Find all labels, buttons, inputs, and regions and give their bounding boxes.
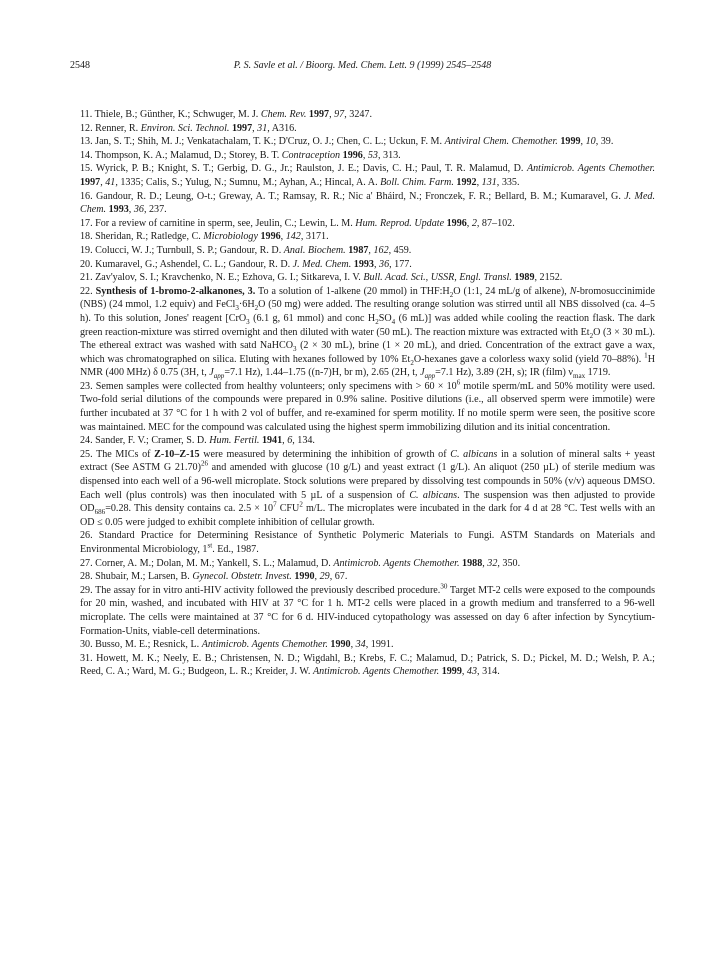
reference-entry — [80, 380, 655, 434]
reference-text: . Ed., 1987. — [212, 544, 259, 555]
reference-text: Hum. Reprod. Update — [355, 217, 445, 229]
reference-text: 2 — [449, 290, 454, 299]
reference-text: 97 — [334, 109, 345, 120]
reference-text: , — [350, 639, 356, 651]
reference-text: , 177. — [389, 258, 412, 270]
reference-text: 17. For a review of carnitine in sperm, see, Jeulin, C.; Lewin, L. M. — [80, 217, 356, 229]
reference-text: app — [213, 372, 225, 381]
reference-text: SO — [378, 312, 392, 324]
reference-text: 16. Gandour, R. D.; Leung, O-t.; Greway, A. T.; Ramsay, R. R.; Nic a' Bháird, N.; Fronczek, F. R.; Bellard, B. M.; Kumaravel, G. — [80, 190, 625, 202]
reference-text: H NMR (400 MHz) δ 0.75 (3H, t, — [80, 353, 655, 379]
reference-text: 24. Sander, F. V.; Cramer, S. D. — [80, 435, 210, 447]
reference-text: 13. Jan, S. T.; Shih, M. J.; Venkatachalam, T. K.; D'Cruz, O. J.; Chen, C. L.; Uckun, F. M. — [80, 136, 445, 148]
reference-entry — [80, 285, 655, 380]
reference-text: , 1991. — [365, 639, 394, 651]
reference-text: , — [373, 258, 380, 270]
reference-text: , 3171. — [300, 231, 329, 243]
reference-text: O (1:1, 24 mL/g of alkene), — [453, 285, 570, 297]
reference-text: 142 — [285, 231, 301, 243]
reference-text: , 314. — [477, 666, 500, 678]
reference-text: , — [362, 149, 368, 161]
reference-text: 32 — [487, 557, 498, 569]
reference-text: O (50 mg) were added. The resulting orange solution was stirred until all NBS dissolved (ca. 4–5 h). To this solution, Jones' reagent [CrO — [80, 299, 656, 324]
reference-text: , — [100, 176, 106, 188]
reference-entry — [80, 434, 655, 448]
reference-text: J. Med. Chem. — [292, 258, 352, 270]
reference-text: (6 mL)] was added while cooling the reaction flask. The dark green reaction-mixture was stirred overnight and then diluted with water (50 mL). The reaction mixture was extracted with Et — [80, 312, 655, 338]
reference-entry — [80, 217, 655, 231]
reference-text: 7 — [273, 500, 277, 509]
reference-text: , — [280, 231, 286, 243]
reference-text: , 2152. — [534, 272, 563, 284]
reference-text: , 1335; Calis, S.; Yulug, N.; Sumnu, M.; Ayhan, A.; Hincal, A. A. — [115, 176, 381, 188]
reference-text: =7.1 Hz), 1.44–1.75 ((n-7)H, br m), 2.65 (2H, t, — [224, 367, 421, 379]
reference-text: , — [466, 217, 472, 229]
reference-text: Bull. Acad. Sci., USSR, Engl. Transl. — [363, 272, 512, 284]
reference-entry — [80, 135, 655, 149]
reference-text: 1987 — [348, 244, 369, 256]
reference-text: O-hexanes gave a colorless waxy solid (yield 70–88%). — [413, 353, 645, 365]
reference-text: Antimicrob. Agents Chemother. — [333, 557, 460, 569]
reference-text: C. albicans — [450, 448, 498, 460]
reference-text: were measured by determining the inhibition of growth of — [199, 448, 451, 460]
reference-text: , 134. — [292, 435, 315, 447]
reference-text: 1990 — [294, 571, 315, 583]
reference-text: , — [461, 666, 467, 678]
reference-text: 1992 — [456, 176, 477, 188]
reference-entry — [80, 638, 655, 652]
reference-text: , — [252, 122, 258, 134]
reference-list — [80, 108, 655, 679]
reference-text: , 87–102. — [476, 217, 515, 229]
reference-text: . The suspension was then adjusted to provide OD — [80, 489, 656, 515]
reference-entry — [80, 652, 655, 679]
reference-text: 1 — [644, 351, 648, 360]
reference-text: 1997 — [80, 176, 101, 188]
reference-text: 1996 — [342, 149, 363, 161]
reference-text: 3 — [235, 304, 239, 313]
reference-text: , — [329, 109, 335, 120]
reference-text: 25. The MICs of — [80, 448, 155, 460]
reference-text: 36 — [133, 204, 144, 216]
reference-entry — [80, 230, 655, 244]
reference-text: 14. Thompson, K. A.; Malamud, D.; Storey, B. T. — [80, 149, 282, 161]
reference-entry — [80, 244, 655, 258]
reference-text: 6 — [456, 378, 461, 387]
reference-text: 36 — [379, 258, 390, 270]
reference-text: 12. Renner, R. — [80, 122, 141, 134]
reference-text: , 459. — [388, 244, 412, 256]
reference-text: 30. Busso, M. E.; Resnick, L. — [80, 639, 202, 651]
reference-text: and amended with glucose (10 g/L) and yeast extract (1 g/L). An aliquot (250 µL) of sterile medium was dispensed into each well of a 96-well microplate. Stock solutions were prepared by dissolving test compounds in 50% (v/v) aqueous DMSO. Each well (plus controls) was then inoculated with 5 µL of a suspension of — [80, 462, 655, 501]
reference-text: 1989 — [514, 272, 535, 284]
reference-text: 2 — [254, 304, 259, 313]
reference-text: , 350. — [497, 557, 521, 569]
reference-text: Antimicrob. Agents Chemother. — [201, 639, 328, 651]
reference-text: (2 × 30 mL), brine (1 × 20 mL), and dried. Concentration of the extract gave a wax, which was chromatographed on silica. Eluting with hexanes followed by 10% Et — [80, 340, 655, 365]
reference-text: 1993 — [108, 204, 129, 216]
reference-text: 19. Colucci, W. J.; Turnbull, S. P.; Gandour, R. D. — [80, 244, 284, 256]
reference-text: 23. Semen samples were collected from healthy volunteers; only specimens with > 60 × 10 — [80, 380, 457, 392]
reference-text: 4 — [391, 317, 396, 326]
reference-entry — [80, 190, 655, 217]
reference-text: , — [476, 176, 482, 188]
reference-text: Gynecol. Obstetr. Invest. — [192, 571, 292, 583]
reference-text: , 67. — [329, 571, 348, 583]
reference-entry — [80, 149, 655, 163]
reference-text: motile sperm/mL and 50% motility were used. Two-fold serial dilutions of the compounds were prepared in 0.9% saline. Positive dilutions (i.e., all observed sperm were immotile) were further incubated at 37 °C for 1 h with 2 vol of buffer, and re-examined for sperm motility. If no motile sperm were seen, the positive score was maintained. MEC for the compound was calculated using the highest sperm immobilizing dilution and its initial concentration. — [80, 380, 655, 433]
reference-text: =0.28. This density contains ca. 2.5 × 10 — [105, 503, 274, 515]
reference-text: , A316. — [267, 122, 297, 134]
reference-text: , — [368, 244, 374, 256]
reference-text: 31 — [257, 122, 268, 134]
reference-text: J. Med. Chem. — [80, 190, 655, 216]
reference-text: , — [282, 435, 288, 447]
reference-text: Antimicrob. Agents Chemother. — [312, 666, 440, 678]
reference-text: , — [128, 204, 134, 216]
reference-entry — [80, 584, 655, 638]
reference-text: 21. Zav'yalov, S. I.; Kravchenko, N. E.; Ezhova, G. I.; Sitkareva, I. V. — [80, 272, 364, 284]
reference-text: 20. Kumaravel, G.; Ashendel, C. L.; Gandour, R. D. — [80, 258, 293, 270]
reference-text: , 39. — [595, 136, 614, 148]
reference-text: 2 — [299, 500, 303, 509]
reference-text: Target MT-2 cells were exposed to the compounds for 20 min, washed, and incubated with HIV at 37 °C for 1 h. MT-2 cells were placed in a growth medium and transferred to a 96-well microplate. The cells were maintained at 37 °C for 6 d. HIV-induced cytopathology was assessed on day 6 after infection by Syncytium-Formation-Units, viable-cell determinations. — [80, 584, 655, 637]
reference-text: Antimicrob. Agents Chemother. — [526, 163, 655, 175]
journal-citation: P. S. Savle et al. / Bioorg. Med. Chem. Lett. 9 (1999) 2545–2548 — [233, 60, 492, 71]
reference-text: =7.1 Hz), 3.89 (2H, s); IR (film) ν — [435, 367, 573, 379]
reference-text: Synthesis of 1-bromo-2-alkanones, 3. — [95, 285, 256, 297]
reference-text: 131 — [481, 176, 497, 188]
reference-entry — [80, 258, 655, 272]
reference-text: Boll. Chim. Farm. — [380, 176, 454, 188]
reference-text: 1999 — [441, 666, 462, 678]
reference-text: 27. Corner, A. M.; Dolan, M. M.; Yankell, S. L.; Malamud, D. — [80, 557, 334, 569]
reference-text: 11. Thiele, B.; Günther, K.; Schwuger, M. J. — [80, 109, 261, 120]
reference-text: 162 — [373, 244, 389, 256]
reference-text: ·6H — [238, 299, 255, 311]
reference-text: app — [424, 372, 436, 381]
reference-entry — [80, 570, 655, 584]
reference-text: Microbiology — [203, 231, 258, 243]
reference-text: 1988 — [462, 557, 483, 569]
reference-text: 1996 — [260, 231, 281, 243]
running-head — [70, 60, 655, 76]
reference-text: Chem. Rev. — [260, 109, 307, 120]
reference-text: 1990 — [330, 639, 351, 651]
reference-text: 29 — [319, 571, 330, 583]
reference-text: (6.1 g, 61 mmol) and conc H — [249, 312, 376, 324]
reference-text: N — [569, 285, 577, 297]
reference-text: Z-10–Z-15 — [154, 448, 200, 460]
reference-text: J — [209, 367, 214, 379]
reference-text: 2 — [375, 317, 379, 326]
reference-text: , — [580, 136, 586, 148]
reference-text: O (3 × 30 mL). The ethereal extract was washed with satd NaHCO — [80, 326, 655, 352]
reference-text: 1941 — [261, 435, 283, 447]
reference-text: 43 — [466, 666, 478, 678]
reference-text: 3 — [293, 345, 297, 354]
reference-text: 26. Standard Practice for Determining Resistance of Synthetic Polymeric Materials to Fungi. ASTM Standards on Materials and Environmental Microbiology, 1 — [80, 530, 655, 555]
reference-text: 53 — [367, 149, 378, 161]
reference-entry — [80, 448, 655, 530]
reference-entry — [80, 162, 655, 189]
reference-text: CFU — [276, 503, 300, 515]
reference-text: , 3247. — [344, 109, 372, 120]
reference-entry — [80, 557, 655, 571]
reference-text: 2 — [410, 358, 414, 367]
reference-text: 26 — [200, 460, 208, 469]
reference-text: Anal. Biochem. — [283, 244, 346, 256]
reference-text: Antiviral Chem. Chemother. — [444, 136, 558, 148]
reference-text: 2 — [589, 331, 594, 340]
reference-text: , — [314, 571, 320, 583]
reference-text: C. albicans — [409, 489, 458, 501]
reference-text: st — [207, 541, 213, 550]
reference-text: 1997 — [231, 122, 253, 134]
reference-entry — [80, 122, 655, 136]
reference-text: 2 — [471, 217, 477, 229]
reference-text: , 313. — [377, 149, 401, 161]
reference-text: 30 — [440, 582, 448, 591]
reference-text: 10 — [585, 136, 596, 148]
reference-text: To a solution of 1-alkene (20 mmol) in THF:H — [255, 285, 450, 297]
reference-text: 22. — [80, 285, 96, 297]
reference-text: 1996 — [446, 217, 467, 229]
reference-text: 1997 — [308, 109, 330, 120]
reference-text: 15. Wyrick, P. B.; Knight, S. T.; Gerbig, D. G., Jr.; Raulston, J. E.; Davis, C. H.; Paul, T. R. Malamud, D. — [80, 163, 527, 175]
reference-text: 3 — [246, 317, 250, 326]
reference-text: 1999 — [560, 136, 581, 148]
reference-text: -bromosuccinimide (NBS) (24 mmol, 1.2 equiv) and FeCl — [80, 285, 656, 311]
reference-text: 34 — [355, 639, 366, 651]
reference-text: Contraception — [281, 149, 341, 161]
reference-text: , — [482, 557, 488, 569]
reference-text: 28. Shubair, M.; Larsen, B. — [80, 571, 193, 583]
reference-text: 29. The assay for in vitro anti-HIV activity followed the previously described procedure. — [80, 584, 441, 596]
reference-text: 6 — [287, 435, 293, 447]
reference-text: 1719. — [585, 367, 611, 379]
reference-entry — [80, 529, 655, 556]
reference-text: Environ. Sci. Technol. — [140, 122, 230, 134]
reference-text: in a solution of mineral salts + yeast extract (See ASTM G 21.70) — [80, 448, 656, 474]
reference-text: 18. Sheridan, R.; Ratledge, C. — [80, 231, 204, 243]
reference-text: 41 — [105, 176, 116, 188]
reference-text: 1993 — [353, 258, 374, 270]
reference-text: , 237. — [143, 204, 167, 216]
reference-text: J — [420, 367, 425, 379]
page-number: 2548 — [70, 60, 90, 71]
reference-text: m/L. The microplates were incubated in the dark for 4 d at 28 °C. Test wells with an OD ≤ 0.05 were judged to exhibit complete inhibition of cellular growth. — [80, 503, 655, 528]
reference-text: max — [572, 372, 586, 381]
reference-entry — [80, 108, 655, 122]
reference-text: 31. Howett, M. K.; Neely, E. B.; Christensen, N. D.; Wigdahl, B.; Krebs, F. C.; Malamud, D.; Patrick, S. D.; Pickel, M. D.; Welsh, P. A.; Reed, C. A.; Ward, M. G.; Budgeon, L. R.; Kreider, J. W. — [80, 652, 655, 678]
reference-text: , 335. — [496, 176, 520, 188]
reference-text: Hum. Fertil. — [209, 435, 260, 447]
reference-entry — [80, 271, 655, 285]
reference-text: 686 — [94, 508, 106, 517]
